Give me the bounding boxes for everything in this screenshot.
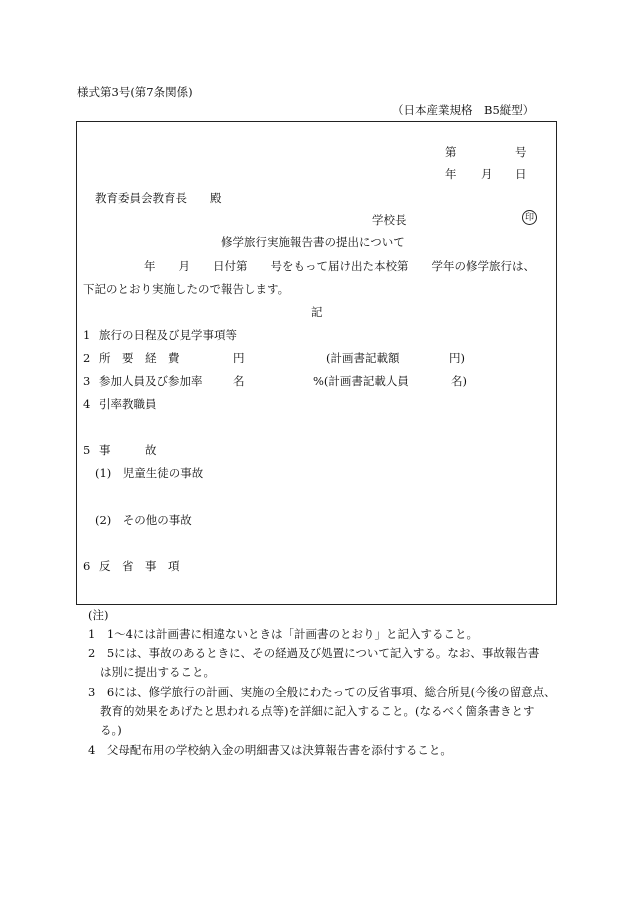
item-1-label: 旅行の日程及び見学事項等 <box>99 328 237 342</box>
item-2-yen-close: 円) <box>449 351 465 365</box>
item-2-plan: (計画書記載額 <box>326 351 400 365</box>
body-line-2: 下記のとおり実施したので報告します。 <box>83 282 290 296</box>
item-3-number: 3 <box>83 374 91 388</box>
body-line-1: 年 月 日付第 号をもって届け出た本校第 学年の修学旅行は、 <box>144 259 535 273</box>
date-month: 月 <box>481 167 493 181</box>
item-3-mei-close: 名) <box>451 374 467 388</box>
item-2-number: 2 <box>83 351 91 365</box>
item-4-number: 4 <box>83 397 91 411</box>
item-3-mei: 名 <box>233 374 245 388</box>
note-2-line-1: 2 5には、事故のあるときに、その経過及び処置について記入する。なお、事故報告書 <box>88 646 540 660</box>
number-dai: 第 <box>445 145 457 159</box>
item-6-label: 反 省 事 項 <box>99 559 180 573</box>
item-3-plan: %(計画書記載人員 <box>313 374 409 388</box>
item-1-number: 1 <box>83 328 91 342</box>
note-3-line-3: る。) <box>100 723 122 737</box>
seal-mark: 印 <box>522 210 537 225</box>
ki-label: 記 <box>311 305 323 319</box>
note-3-line-1: 3 6には、修学旅行の計画、実施の全般にわたっての反省事項、総合所見(今後の留意点、 <box>88 685 556 699</box>
item-5-number: 5 <box>83 443 91 457</box>
item-5-sub-1: (1) 児童生徒の事故 <box>95 466 204 480</box>
date-day: 日 <box>515 167 527 181</box>
note-3-line-2: 教育的効果をあげたと思われる点等)を詳細に記入すること。(なるべく箇条書きとす <box>100 704 535 718</box>
notes-heading: (注) <box>88 608 109 622</box>
item-4-label: 引率教職員 <box>99 397 157 411</box>
number-go: 号 <box>515 145 527 159</box>
item-2-yen: 円 <box>233 351 245 365</box>
paper-size: （日本産業規格 B5縦型） <box>392 103 535 117</box>
addressee: 教育委員会教育長 殿 <box>95 191 222 205</box>
item-5-label: 事 故 <box>99 443 157 457</box>
document-title: 修学旅行実施報告書の提出について <box>221 235 405 249</box>
item-2-label: 所 要 経 費 <box>99 351 180 365</box>
note-1: 1 1〜4には計画書に相違ないときは「計画書のとおり」と記入すること。 <box>88 627 478 641</box>
principal-label: 学校長 <box>372 213 407 227</box>
form-number: 様式第3号(第7条関係) <box>77 85 193 99</box>
item-6-number: 6 <box>83 559 91 573</box>
note-4: 4 父母配布用の学校納入金の明細書又は決算報告書を添付すること。 <box>88 743 452 757</box>
date-year: 年 <box>445 167 457 181</box>
note-2-line-2: は別に提出すること。 <box>100 665 215 679</box>
item-3-label: 参加人員及び参加率 <box>99 374 203 388</box>
item-5-sub-2: (2) その他の事故 <box>95 513 192 527</box>
